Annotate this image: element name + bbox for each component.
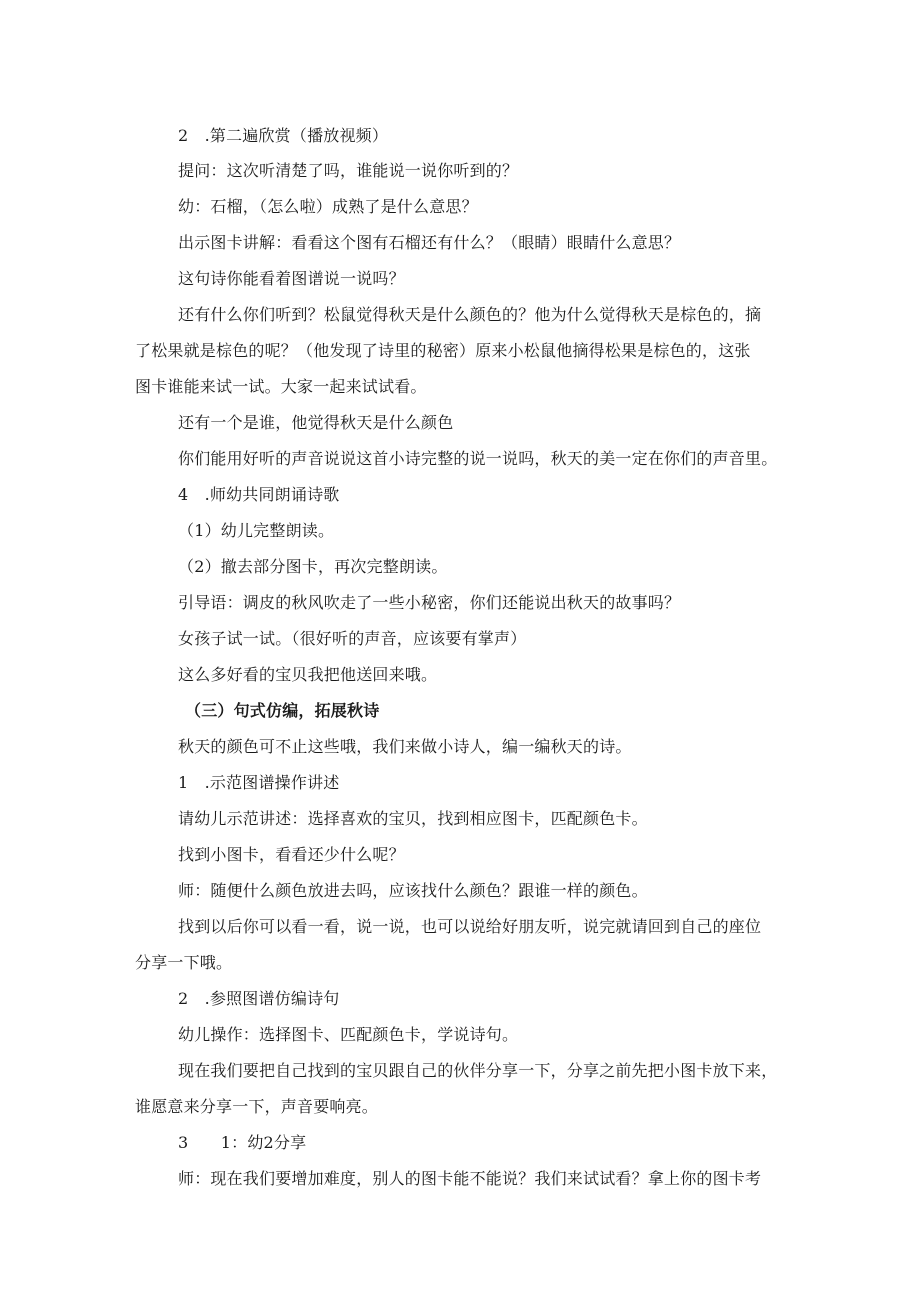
paragraph-line: 幼儿操作：选择图卡、匹配颜色卡，学说诗句。 [178,1025,519,1044]
paragraph-line: 师：现在我们要增加难度，别人的图卡能不能说？我们来试试看？拿上你的图卡考 [178,1169,762,1188]
list-item: （2）撤去部分图卡，再次完整朗读。 [178,557,448,576]
paragraph-line: 提问：这次听清楚了吗，谁能说一说你听到的？ [178,161,519,180]
section-heading-share: 3 1：幼2分享 [178,1133,307,1152]
paragraph-line: 这句诗你能看着图谱说一说吗？ [178,269,405,288]
paragraph-line: 还有一个是谁，他觉得秋天是什么颜色 [178,413,454,432]
paragraph-line: 师：随便什么颜色放进去吗，应该找什么颜色？跟谁一样的颜色。 [178,881,648,900]
paragraph-line: 图卡谁能来试一试。大家一起来试试看。 [135,377,427,396]
paragraph-line: 幼：石榴，（怎么啦）成熟了是什么意思？ [178,197,478,216]
section-heading-sentence-imitation: （三）句式仿编，拓展秋诗 [185,701,380,720]
section-heading-demonstration: 1 .示范图谱操作讲述 [178,773,340,792]
list-item: （1）幼儿完整朗读。 [178,521,335,540]
paragraph-line: 还有什么你们听到？松鼠觉得秋天是什么颜色的？他为什么觉得秋天是棕色的，摘 [178,305,762,324]
section-heading-imitate-poem: 2 .参照图谱仿编诗句 [178,989,340,1008]
paragraph-line: 女孩子试一试。（很好听的声音，应该要有掌声） [178,629,527,648]
paragraph-line: 秋天的颜色可不止这些哦，我们来做小诗人，编一编秋天的诗。 [178,737,632,756]
paragraph-line: 了松果就是棕色的呢？（他发现了诗里的秘密）原来小松鼠他摘得松果是棕色的，这张 [135,341,751,360]
paragraph-line: 引导语：调皮的秋风吹走了一些小秘密，你们还能说出秋天的故事吗？ [178,593,681,612]
paragraph-line: 分享一下哦。 [135,953,233,972]
section-heading-recite-together: 4 .师幼共同朗诵诗歌 [178,485,340,504]
section-heading-second-viewing: 2 .第二遍欣赏（播放视频） [178,126,389,145]
paragraph-line: 请幼儿示范讲述：选择喜欢的宝贝，找到相应图卡，匹配颜色卡。 [178,809,648,828]
paragraph-line: 谁愿意来分享一下，声音要响亮。 [135,1097,379,1116]
paragraph-line: 你们能用好听的声音说说这首小诗完整的说一说吗，秋天的美一定在你们的声音里。 [178,449,778,468]
paragraph-line: 找到以后你可以看一看，说一说，也可以说给好朋友听，说完就请回到自己的座位 [178,917,762,936]
paragraph-line: 这么多好看的宝贝我把他送回来哦。 [178,665,438,684]
paragraph-line: 找到小图卡，看看还少什么呢？ [178,845,405,864]
paragraph-line: 出示图卡讲解：看看这个图有石榴还有什么？（眼睛）眼睛什么意思？ [178,233,681,252]
paragraph-line: 现在我们要把自己找到的宝贝跟自己的伙伴分享一下，分享之前先把小图卡放下来， [178,1061,778,1080]
